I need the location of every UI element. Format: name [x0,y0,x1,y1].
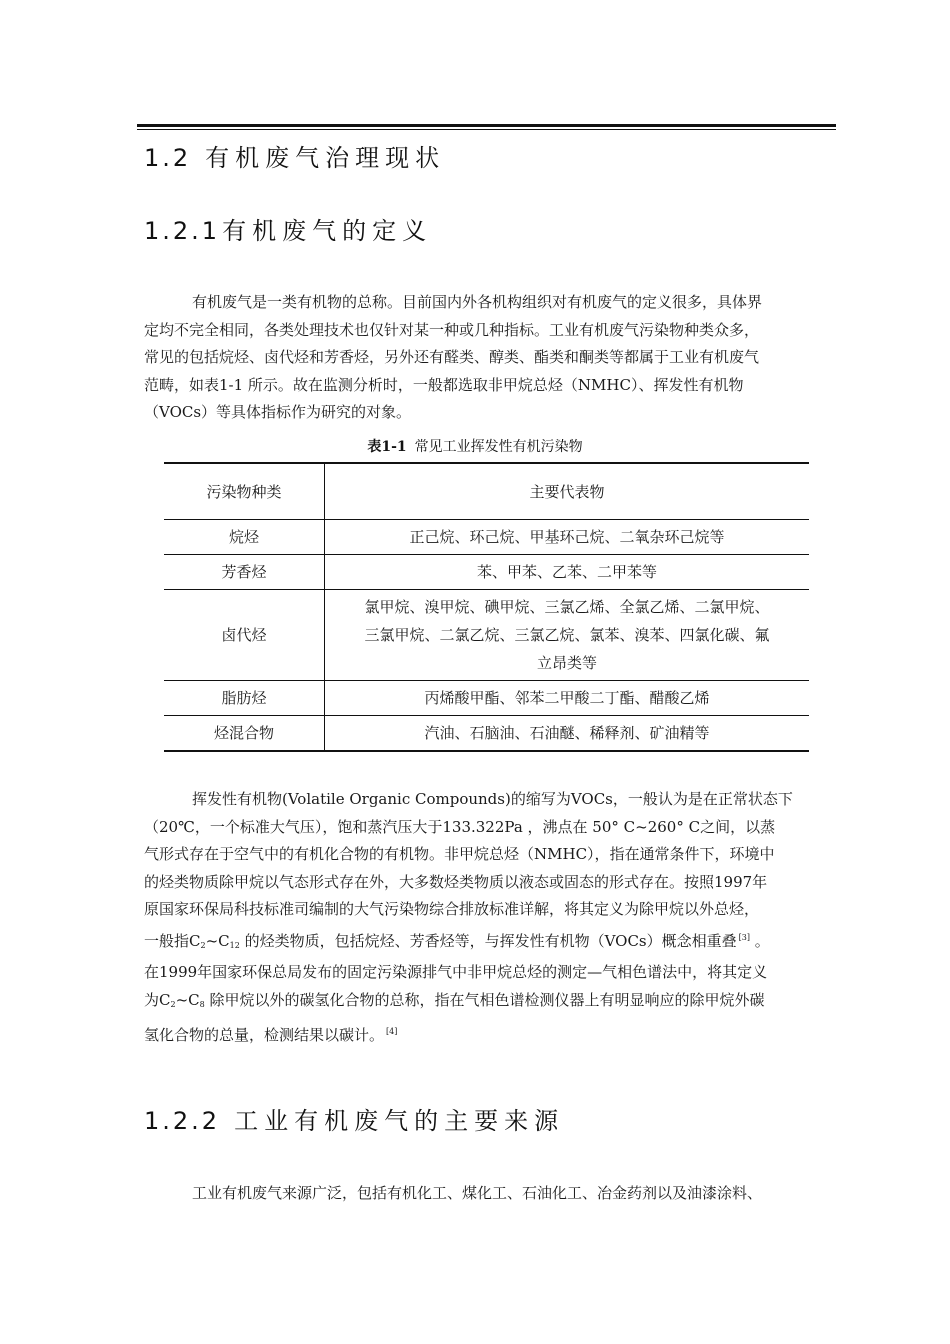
table-header-type: 污染物种类 [164,463,325,520]
paragraph-line: （20℃，一个标准大气压），饱和蒸汽压大于133.322Pa ，沸点在 50° C~260° C之间，以蒸 [144,817,776,836]
table-row [164,555,809,590]
text-run: 一般指C [144,931,201,950]
paragraph-line: 的烃类物质除甲烷以气态形式存在外，大多数烃类物质以液态或固态的形式存在。按照1997年 [144,872,768,891]
subsection-title-2: 工业有机废气的主要来源 [234,1107,565,1135]
text-run: 。 [749,931,770,950]
table-cell-type: 烷烃 [164,520,325,555]
subsection-heading-1 [144,211,432,246]
table-caption-id: 表1-1 [367,439,407,455]
table-row [164,716,809,752]
header-rule-thin [137,129,836,130]
header-rule-thick [137,124,836,127]
subscript: 2 [200,940,206,950]
section-title: 有机废气治理现状 [205,144,446,172]
text-run: ~C [205,931,230,950]
subscript: 12 [229,940,240,950]
table-cell-line: 氯甲烷、溴甲烷、碘甲烷、三氯乙烯、全氯乙烯、二氯甲烷、 [364,598,770,616]
paragraph-line: （VOCs）等具体指标作为研究的对象。 [144,403,412,421]
paragraph-line: 原国家环保局科技标准司编制的大气污染物综合排放标准详解，将其定义为除甲烷以外总烃， [144,900,760,918]
paragraph-line: 气形式存在于空气中的有机化合物的有机物。非甲烷总烃（NMHC），指在通常条件下，环境中 [144,845,775,863]
subsection-title-1: 有机废气的定义 [222,217,433,245]
paragraph-line: 定均不完全相同，各类处理技术也仅针对某一种或几种指标。工业有机废气污染物种类众多， [144,320,760,339]
table-cell-line: 立昂类等 [536,654,597,672]
paragraph-line: 在1999年国家环保总局发布的固定污染源排气中非甲烷总烃的测定—气相色谱法中，将其定义 [144,963,768,981]
paragraph-vocs [144,786,839,1050]
table-cell-line: 三氯甲烷、二氯乙烷、三氯乙烷、氯苯、溴苯、四氯化碳、氟 [364,626,770,644]
table-row [164,520,809,555]
table-cell-type: 烃混合物 [164,716,325,752]
table-cell-examples: 汽油、石脑油、石油醚、稀释剂、矿油精等 [325,716,810,752]
table-cell-examples: 苯、甲苯、乙苯、二甲苯等 [325,555,810,590]
subsection-number-1: 1.2.1 [144,217,221,245]
table-cell-examples [325,590,810,681]
text-run: 的烃类物质，包括烷烃、芳香烃等，与挥发性有机物（VOCs）概念相重叠 [239,931,737,950]
subsection-heading-2 [144,1101,564,1136]
paragraph-line [144,987,839,1019]
subscript: 2 [170,999,176,1009]
paragraph-line: 有机废气是一类有机物的总称。目前国内外各机构组织对有机废气的定义很多，具体界 [192,293,763,311]
paragraph-line: 挥发性有机物(Volatile Organic Compounds)的缩写为VOCs，一般认为是在正常状态下 [192,790,793,808]
text-run: 氢化合物的总量，检测结果以碳计。 [144,1026,385,1044]
table-caption-title: 常见工业挥发性有机污染物 [414,439,583,455]
section-heading [144,138,445,173]
table-row [164,681,809,716]
citation-3[interactable]: [3] [738,932,750,942]
paragraph-line: 范畴，如表1-1 所示。故在监测分析时，一般都选取非甲烷总烃（NMHC）、挥发性有机物 [144,375,744,394]
text-run: ~C [175,990,200,1009]
text-run: 除甲烷以外的碳氢化合物的总称，指在气相色谱检测仪器上有明显响应的除甲烷外碳 [204,990,765,1009]
table-header-row [164,463,809,520]
section-number: 1.2 [144,144,192,172]
paragraph-sources [144,1180,839,1208]
subscript: 8 [199,999,205,1009]
table-row [164,590,809,681]
table-cell-examples: 丙烯酸甲酯、邻苯二甲酸二丁酯、醋酸乙烯 [325,681,810,716]
citation-4[interactable]: [4] [386,1027,398,1036]
table-caption [0,436,950,456]
paragraph-line: 工业有机废气来源广泛，包括有机化工、煤化工、石油化工、冶金药剂以及油漆涂料、 [192,1184,763,1202]
paragraph-line [144,1018,839,1050]
table-cell-type: 脂肪烃 [164,681,325,716]
paragraph-definition [144,289,839,427]
table-header-examples: 主要代表物 [325,463,810,520]
paragraph-line: 常见的包括烷烃、卤代烃和芳香烃，另外还有醛类、醇类、酯类和酮类等都属于工业有机废气 [144,348,760,366]
paragraph-line [144,924,839,960]
voc-table [164,462,809,752]
subsection-number-2: 1.2.2 [144,1107,221,1135]
text-run: 为C [144,990,171,1009]
table-cell-type: 卤代烃 [164,590,325,681]
table-cell-examples: 正己烷、环己烷、甲基环己烷、二氧杂环己烷等 [325,520,810,555]
table-cell-type: 芳香烃 [164,555,325,590]
